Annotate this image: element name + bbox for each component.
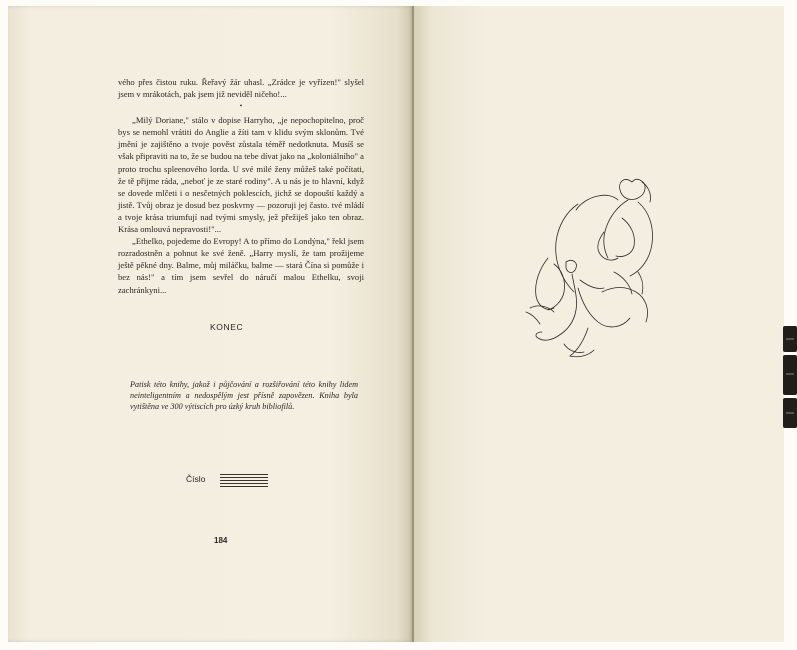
paragraph-2: „Milý Doriane," stálo v dopise Harryho, „je nepochopitelno, proč bys se nemohl vrátiti do Anglie a žíti tam v klidu svým sklonům. Tvé jmění je zajištěno a tvoje pověst zůstala téměř nedotknuta. Musíš se však připraviti na to, že se budou na tebe dívat jako na „koloniálního" a proto trochu spleenového lorda. U své milé ženy můžeš také počítati, že tě přijme ráda, „neboť je ze staré rodiny". A u nás je to hlavní, když se dovede mlčeti i o nesčetných poklescích, jichž se dopouští každý a jistě. Tvůj obraz je dosud bez poskvrny — pozoruji jej často. tvé mládí a tvoje krása triumfují nad tvými smysly, jež přežiješ jako ten obraz. Krása omlouvá nepravosti!"... (118, 115, 364, 235)
end-word: KONEC (210, 322, 244, 332)
binder-clip (783, 326, 797, 352)
copy-number-lines (220, 474, 268, 489)
paragraph-3: „Ethelko, pojedeme do Evropy! A to přímo do Londýna," řekl jsem rozradostněn a pohnut ke své ženě. „Harry myslí, že tam prožijeme ještě pěkné dny. Balme, můj miláčku, balme — stará Čína si pomůže i bez nás!" a tím jsem sevřel do náručí malou Ethelku, svoji zachránkyni... (118, 236, 364, 295)
binder-clip (783, 355, 797, 395)
copy-number-label: Číslo (186, 474, 206, 484)
line-drawing-figures-icon (518, 168, 668, 368)
body-text (118, 76, 364, 296)
paragraph-1: vého přes čistou ruku. Řeřavý žár uhasl. „Zrádce je vyřízen!" slyšel jsem v mrákotách, pak jsem již neviděl ničeho!... (118, 77, 364, 100)
binder-clip (783, 398, 797, 428)
print-notice: Patisk této knihy, jakož i půjčování a rozšiřování této knihy lidem neinteligentním a nedospělým jest přísně zapovězen. Kniha byla vytištěna ve 300 výtiscích pro úzký kruh bibliofilů. (130, 380, 358, 412)
section-separator: • (239, 102, 243, 111)
page-number: 184 (214, 536, 228, 545)
